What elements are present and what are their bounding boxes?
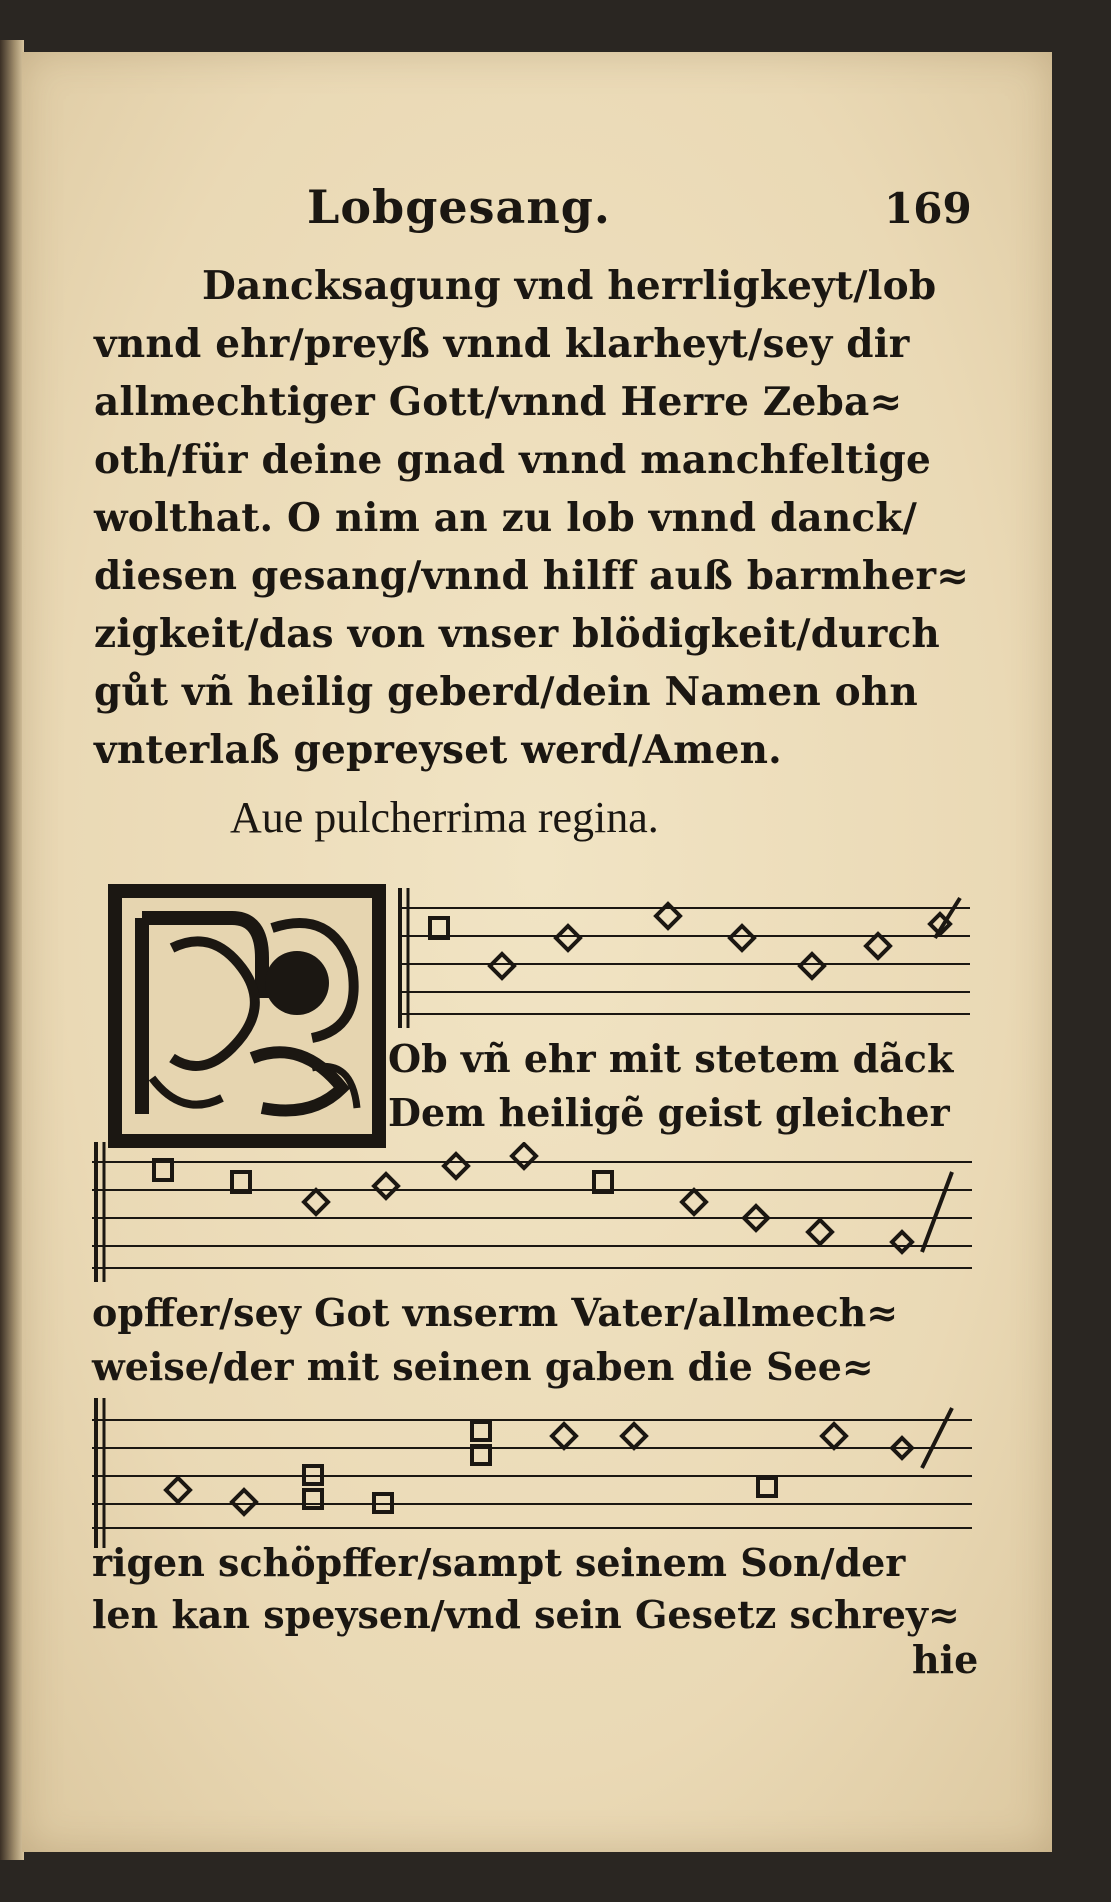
book-page xyxy=(22,52,1052,1852)
woodcut-initial-ornament-icon xyxy=(112,888,382,1144)
prayer-line: wolthat. O nim an zu lob vnnd danck/ xyxy=(94,495,918,541)
lyric-line: Dem heiligẽ geist gleicher xyxy=(388,1090,950,1135)
prayer-line: oth/für deine gnad vnnd manchfeltige xyxy=(94,437,931,483)
running-title: Lobgesang. xyxy=(307,180,611,234)
book-binding-edge xyxy=(0,40,24,1860)
lyric-line: len kan speysen/vnd sein Gesetz schrey≈ xyxy=(92,1592,960,1637)
prayer-line: gůt vñ heilig geberd/dein Namen ohn xyxy=(94,669,918,715)
decorated-initial-image xyxy=(108,884,386,1148)
prayer-line: diesen gesang/vnnd hilff auß barmher≈ xyxy=(94,553,970,599)
prayer-text xyxy=(94,257,984,779)
prayer-line: vnterlaß gepreyset werd/Amen. xyxy=(94,727,782,773)
catchword: hie xyxy=(912,1637,979,1682)
lyric-line: Ob vñ ehr mit stetem dãck xyxy=(388,1036,954,1081)
lyric-line: opffer/sey Got vnserm Vater/allmech≈ xyxy=(92,1290,899,1335)
prayer-line: allmechtiger Gott/vnnd Herre Zeba≈ xyxy=(94,379,903,425)
music-staff xyxy=(390,888,980,1028)
prayer-line: zigkeit/das von vnser blödigkeit/durch xyxy=(94,611,940,657)
music-staff xyxy=(82,1142,982,1282)
prayer-line: Dancksagung vnd herrligkeyt/lob xyxy=(202,263,937,309)
page-header xyxy=(22,180,1052,240)
page-number: 169 xyxy=(884,184,972,233)
prayer-line: vnnd ehr/preyß vnnd klarheyt/sey dir xyxy=(94,321,910,367)
music-staff xyxy=(82,1398,982,1548)
lyric-line: rigen schöpffer/sampt seinem Son/der xyxy=(92,1540,906,1585)
hymn-title: Aue pulcherrima regina. xyxy=(230,793,659,842)
lyric-line: weise/der mit seinen gaben die See≈ xyxy=(92,1344,874,1389)
